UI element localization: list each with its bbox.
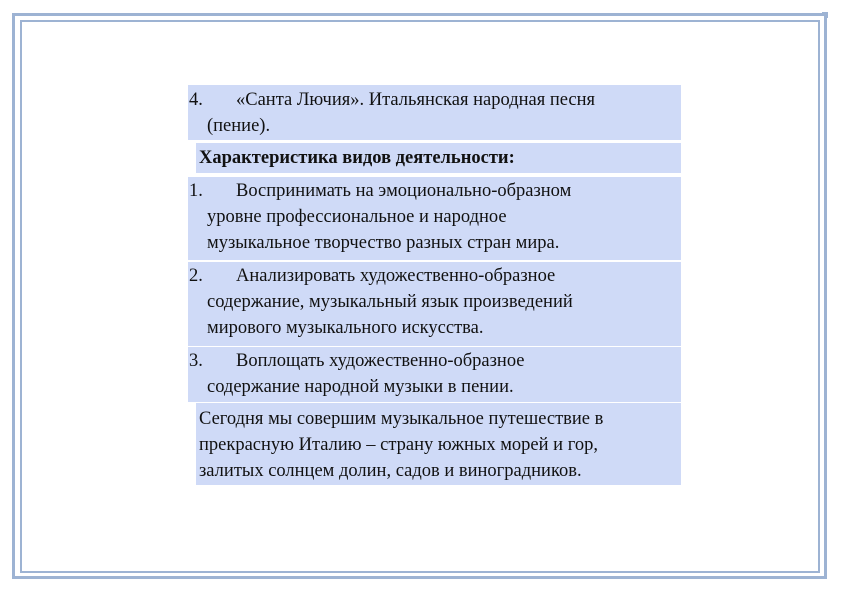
paragraph-line: залитых солнцем долин, садов и виноградников. (199, 461, 582, 481)
list-item-text: Воплощать художественно-образное (236, 351, 525, 371)
list-number: 3. (189, 351, 203, 371)
paragraph-line: прекрасную Италию – страну южных морей и гор, (199, 435, 598, 455)
paragraph-line: Сегодня мы совершим музыкальное путешествие в (199, 409, 604, 429)
list-item-text: (пение). (207, 116, 271, 136)
list-number: 1. (189, 181, 203, 201)
list-item-text: содержание народной музыки в пении. (207, 377, 514, 397)
list-item-text: музыкальное творчество разных стран мира. (207, 233, 560, 253)
list-item-text: содержание, музыкальный язык произведений (207, 292, 573, 312)
slide-border-corner (822, 12, 828, 18)
list-item-text: Воспринимать на эмоционально-образном (236, 181, 572, 201)
list-number: 2. (189, 266, 203, 286)
list-item-text: «Санта Лючия». Итальянская народная песня (236, 90, 596, 110)
list-number: 4. (189, 90, 203, 110)
list-item-text: уровне профессиональное и народное (207, 207, 507, 227)
section-heading: Характеристика видов деятельности: (199, 148, 515, 168)
list-item-text: мирового музыкального искусства. (207, 318, 484, 338)
list-item-text: Анализировать художественно-образное (236, 266, 556, 286)
